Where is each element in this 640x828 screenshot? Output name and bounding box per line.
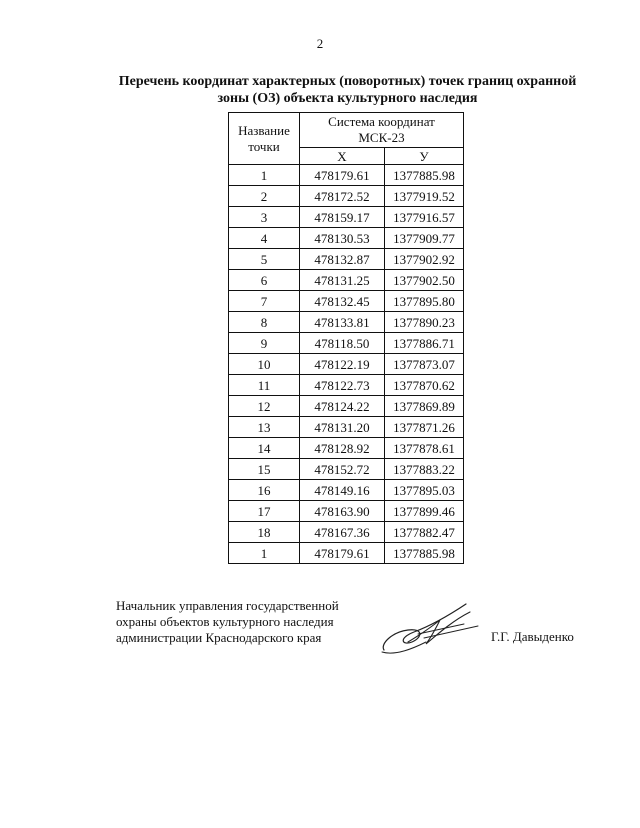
cell-x: 478133.81	[300, 312, 385, 333]
table-row	[229, 228, 464, 249]
cell-point-name: 10	[229, 354, 300, 375]
cell-x: 478131.20	[300, 417, 385, 438]
cell-x: 478124.22	[300, 396, 385, 417]
cell-x: 478132.45	[300, 291, 385, 312]
table-row	[229, 291, 464, 312]
cell-y: 1377895.80	[385, 291, 464, 312]
cell-point-name: 1	[229, 165, 300, 186]
cell-x: 478122.73	[300, 375, 385, 396]
cell-point-name: 16	[229, 480, 300, 501]
cell-y: 1377870.62	[385, 375, 464, 396]
signer-position-line-2: охраны объектов культурного наследия	[116, 614, 334, 629]
cell-point-name: 14	[229, 438, 300, 459]
table-row	[229, 417, 464, 438]
cell-y: 1377902.92	[385, 249, 464, 270]
cell-x: 478179.61	[300, 165, 385, 186]
cell-y: 1377886.71	[385, 333, 464, 354]
cell-y: 1377885.98	[385, 543, 464, 564]
cell-x: 478179.61	[300, 543, 385, 564]
cell-x: 478172.52	[300, 186, 385, 207]
cell-y: 1377885.98	[385, 165, 464, 186]
cell-x: 478152.72	[300, 459, 385, 480]
cell-x: 478130.53	[300, 228, 385, 249]
cell-x: 478149.16	[300, 480, 385, 501]
header-point-name-line-2: точки	[248, 138, 280, 154]
table-row	[229, 186, 464, 207]
cell-x: 478132.87	[300, 249, 385, 270]
cell-y: 1377899.46	[385, 501, 464, 522]
table-row	[229, 543, 464, 564]
cell-point-name: 17	[229, 501, 300, 522]
cell-point-name: 4	[229, 228, 300, 249]
table-row	[229, 480, 464, 501]
cell-point-name: 12	[229, 396, 300, 417]
coordinates-table	[228, 112, 464, 564]
cell-y: 1377878.61	[385, 438, 464, 459]
cell-x: 478163.90	[300, 501, 385, 522]
cell-y: 1377883.22	[385, 459, 464, 480]
cell-x: 478167.36	[300, 522, 385, 543]
cell-x: 478159.17	[300, 207, 385, 228]
table-row	[229, 165, 464, 186]
cell-y: 1377909.77	[385, 228, 464, 249]
cell-point-name: 5	[229, 249, 300, 270]
handwritten-signature	[378, 598, 488, 658]
title-line-2: зоны (ОЗ) объекта культурного наследия	[217, 91, 478, 106]
cell-point-name: 2	[229, 186, 300, 207]
cell-point-name: 15	[229, 459, 300, 480]
cell-y: 1377873.07	[385, 354, 464, 375]
table-row	[229, 333, 464, 354]
table-row	[229, 396, 464, 417]
cell-point-name: 6	[229, 270, 300, 291]
cell-y: 1377890.23	[385, 312, 464, 333]
header-coordinate-system	[300, 113, 464, 148]
cell-y: 1377919.52	[385, 186, 464, 207]
signer-position-line-1: Начальник управления государственной	[116, 598, 339, 613]
document-title	[80, 73, 615, 107]
cell-point-name: 8	[229, 312, 300, 333]
header-x: Х	[300, 148, 385, 165]
cell-y: 1377869.89	[385, 396, 464, 417]
table-row	[229, 270, 464, 291]
cell-y: 1377871.26	[385, 417, 464, 438]
cell-point-name: 3	[229, 207, 300, 228]
table-row	[229, 207, 464, 228]
signer-position-line-3: администрации Краснодарского края	[116, 630, 322, 645]
cell-x: 478118.50	[300, 333, 385, 354]
cell-y: 1377882.47	[385, 522, 464, 543]
cell-point-name: 9	[229, 333, 300, 354]
cell-point-name: 13	[229, 417, 300, 438]
table-row	[229, 354, 464, 375]
cell-point-name: 18	[229, 522, 300, 543]
table-row	[229, 501, 464, 522]
table-row	[229, 312, 464, 333]
cell-x: 478131.25	[300, 270, 385, 291]
table-row	[229, 249, 464, 270]
signer-name: Г.Г. Давыденко	[491, 629, 574, 644]
header-y: У	[385, 148, 464, 165]
table-row	[229, 438, 464, 459]
table-row	[229, 459, 464, 480]
cell-x: 478128.92	[300, 438, 385, 459]
cell-y: 1377916.57	[385, 207, 464, 228]
signer-position	[116, 598, 339, 646]
table-row	[229, 375, 464, 396]
cell-y: 1377902.50	[385, 270, 464, 291]
header-point-name	[229, 113, 300, 165]
cell-y: 1377895.03	[385, 480, 464, 501]
table-row	[229, 522, 464, 543]
cell-point-name: 11	[229, 375, 300, 396]
cell-x: 478122.19	[300, 354, 385, 375]
cell-point-name: 7	[229, 291, 300, 312]
header-system-line-2: МСК-23	[358, 130, 405, 145]
header-system-line-1: Система координат	[328, 114, 435, 129]
header-point-name-line-1: Название	[238, 122, 290, 138]
title-line-1: Перечень координат характерных (поворотных) точек границ охранной	[118, 74, 577, 89]
cell-point-name: 1	[229, 543, 300, 564]
page-number: 2	[316, 36, 324, 51]
